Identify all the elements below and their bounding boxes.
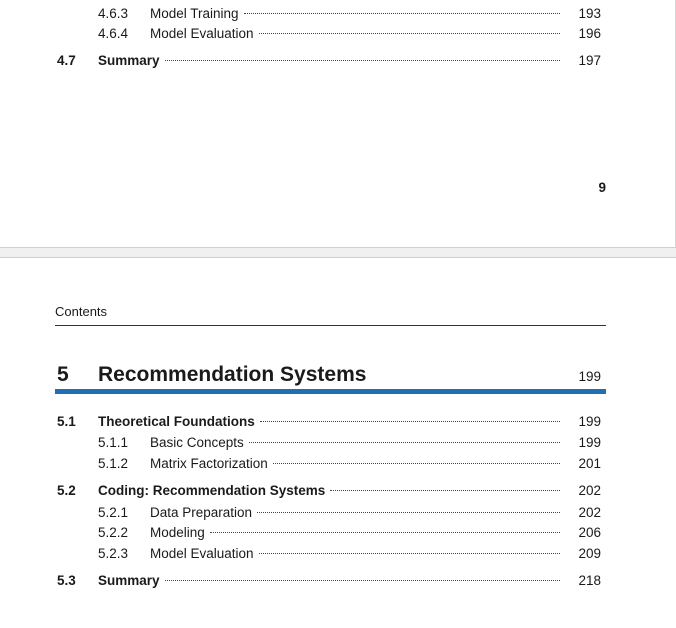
- entry-title: Coding: Recommendation Systems: [98, 483, 326, 498]
- entry-number: 5.1: [57, 414, 76, 429]
- toc-entry-4-6-4[interactable]: [55, 24, 606, 44]
- entry-number: 5.2.1: [98, 505, 129, 520]
- dot-leader: [249, 442, 560, 443]
- entry-page-number: 209: [578, 546, 601, 561]
- entry-number: 5.2: [57, 483, 76, 498]
- dot-leader: [165, 60, 560, 61]
- entry-number: 5.2.2: [98, 525, 129, 540]
- toc-entry-5-2-2[interactable]: [55, 523, 606, 543]
- toc-entry-4-6-3[interactable]: [55, 4, 606, 24]
- running-head: Contents: [55, 304, 108, 319]
- entry-title: Theoretical Foundations: [98, 414, 255, 429]
- entry-page-number: 196: [578, 26, 601, 41]
- entry-number: 5.1.1: [98, 435, 129, 450]
- entry-title: Data Preparation: [150, 505, 253, 520]
- entry-number: 5.1.2: [98, 456, 129, 471]
- toc-entry-5-3[interactable]: [55, 571, 606, 591]
- page-separator: [0, 247, 676, 258]
- chapter-page-number: 199: [578, 369, 601, 384]
- chapter-rule: [55, 389, 606, 394]
- running-head-rule: [55, 325, 606, 326]
- dot-leader: [273, 463, 560, 464]
- dot-leader: [165, 580, 560, 581]
- entry-title: Model Evaluation: [150, 26, 254, 41]
- toc-entry-5-1-1[interactable]: [55, 433, 606, 453]
- dot-leader: [330, 490, 560, 491]
- entry-page-number: 201: [578, 456, 601, 471]
- toc-entry-5-1[interactable]: [55, 412, 606, 432]
- dot-leader: [259, 33, 560, 34]
- toc-entry-5-2[interactable]: [55, 481, 606, 501]
- dot-leader: [244, 13, 560, 14]
- dot-leader: [259, 553, 560, 554]
- entry-page-number: 202: [578, 483, 601, 498]
- entry-title: Matrix Factorization: [150, 456, 268, 471]
- entry-page-number: 197: [578, 53, 601, 68]
- chapter-heading[interactable]: [55, 362, 606, 388]
- entry-number: 5.2.3: [98, 546, 129, 561]
- entry-page-number: 193: [578, 6, 601, 21]
- entry-title: Summary: [98, 53, 160, 68]
- entry-title: Basic Concepts: [150, 435, 244, 450]
- entry-page-number: 199: [578, 414, 601, 429]
- entry-number: 4.6.3: [98, 6, 129, 21]
- entry-title: Model Evaluation: [150, 546, 254, 561]
- chapter-number: 5: [57, 363, 69, 386]
- entry-page-number: 218: [578, 573, 601, 588]
- toc-entry-5-2-3[interactable]: [55, 544, 606, 564]
- entry-page-number: 202: [578, 505, 601, 520]
- toc-entry-5-2-1[interactable]: [55, 503, 606, 523]
- entry-number: 4.6.4: [98, 26, 129, 41]
- dot-leader: [210, 532, 560, 533]
- chapter-title: Recommendation Systems: [98, 363, 367, 386]
- toc-entry-5-1-2[interactable]: [55, 454, 606, 474]
- entry-title: Modeling: [150, 525, 205, 540]
- entry-title: Summary: [98, 573, 160, 588]
- entry-page-number: 199: [578, 435, 601, 450]
- entry-title: Model Training: [150, 6, 239, 21]
- dot-leader: [257, 512, 560, 513]
- entry-number: 4.7: [57, 53, 76, 68]
- toc-entry-4-7[interactable]: [55, 51, 606, 71]
- entry-page-number: 206: [578, 525, 601, 540]
- entry-number: 5.3: [57, 573, 76, 588]
- dot-leader: [260, 421, 560, 422]
- toc-page-top: [0, 0, 676, 247]
- page-folio: 9: [598, 180, 606, 195]
